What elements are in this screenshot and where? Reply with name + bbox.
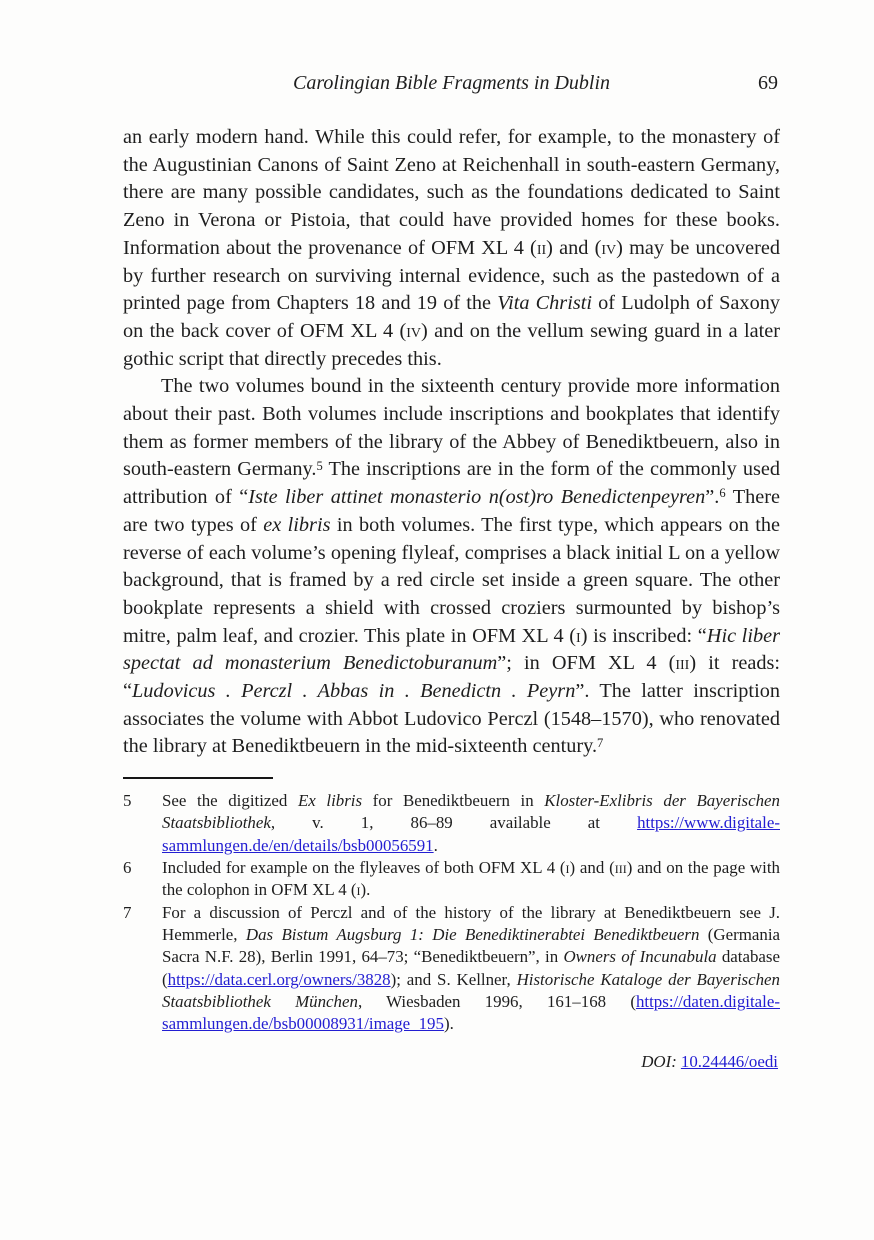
external-link[interactable]: https://daten.digitale-sammlungen.de/bsb00008931/image_195 [162, 991, 780, 1034]
footnote-number: 6 [123, 858, 132, 878]
text-run: iii [675, 652, 690, 675]
text-run: ) and ( [569, 858, 615, 878]
doi-link[interactable]: 10.24446/oedi [680, 1052, 778, 1072]
text-run: There are two types of [123, 486, 781, 536]
text-run: ex libris [263, 513, 331, 536]
text-run: , Wiesbaden 1996, 161–168 ( [357, 991, 636, 1011]
footnote-marker: 6 [719, 486, 726, 501]
text-run: , v. 1, 86–89 available at [270, 813, 638, 833]
footnote-number: 5 [123, 791, 132, 811]
text-run: Hic liber spectat ad monasterium Benedictoburanum [123, 624, 780, 675]
text-run: i [576, 624, 581, 647]
text-run: Iste liber attinet monasterio n(ost)ro Benedictenpeyren [248, 486, 706, 509]
footnote-separator [123, 777, 273, 779]
text-run: of Ludolph of Saxony on the back cover of OFM XL 4 ( [123, 292, 780, 342]
footnote-text [162, 790, 780, 857]
text-run: ). [360, 880, 371, 900]
text-run: ) is inscribed: “ [580, 624, 707, 647]
text-run: ) it reads: “ [123, 652, 780, 703]
external-link[interactable]: https://data.cerl.org/owners/3828 [167, 969, 391, 989]
page-content [123, 72, 780, 1074]
paragraph [123, 124, 780, 373]
text-run: ) may be uncovered by further research on surviving internal evidence, such as the pastedown of a printed page from Chapters 18 and 19 of the [123, 236, 781, 315]
doi-label: DOI: [641, 1052, 677, 1072]
text-run: iv [601, 236, 617, 259]
text-run: iv [406, 319, 421, 342]
external-link[interactable]: https://www.digitale-sammlungen.de/en/details/bsb00056591 [162, 813, 780, 855]
text-run: ”. The latter inscription associates the volume with Abbot Ludovico Perczl (1548–1570), who renovated the library at Benediktbeuern in the mid-sixteenth century. [123, 680, 780, 758]
text-run: The two volumes bound in the sixteenth century provide more information about their past. Both volumes include inscriptions and bookplates that identify them as former members of the library of the Abbey of Benediktbeuern, also in south-eastern Germany. [123, 375, 780, 481]
text-run: Ludovicus . Perczl . Abbas in . Benedictn . Peyrn [132, 680, 576, 703]
text-run: database ( [162, 947, 780, 989]
running-header [123, 72, 780, 100]
body-text [123, 124, 780, 761]
footnote-marker: 5 [316, 458, 323, 473]
text-run: in both volumes. The first type, which appears on the reverse of each volume’s opening flyleaf, comprises a black initial L on a yellow background, that is framed by a red circle set inside a green square. The other bookplate represents a shield with crossed croziers surmounted by bishop’s mitre, palm leaf, and crozier. This plate in OFM XL 4 ( [123, 513, 780, 647]
text-run: The inscriptions are in the form of the commonly used attribution of “ [123, 458, 781, 509]
text-run: Historische Kataloge der Bayerischen Staatsbibliothek München [162, 969, 780, 1011]
paragraph [123, 373, 780, 761]
footnote-text [162, 857, 780, 902]
text-run: Vita Christi [497, 292, 592, 315]
text-run: ) and on the page with the colophon in OFM XL 4 ( [162, 858, 780, 900]
text-run: ); and S. Kellner, [390, 969, 517, 989]
text-run: Ex libris [297, 791, 363, 811]
running-title: Carolingian Bible Fragments in Dublin [292, 72, 611, 94]
text-run: See the digitized [162, 791, 298, 811]
text-run: ). [443, 1014, 454, 1034]
text-run: for Benediktbeuern in [362, 791, 545, 811]
footnote-text [162, 902, 780, 1036]
footnote-item [123, 790, 780, 857]
text-run: . [433, 835, 438, 855]
footnote-item [123, 857, 780, 902]
text-run: Owners of Incunabula [563, 947, 717, 967]
page-number: 69 [758, 72, 778, 94]
text-run: ”; in OFM XL 4 ( [497, 652, 676, 675]
text-run: an early modern hand. While this could refer, for example, to the monastery of the Augustinian Canons of Saint Zeno at Reichenhall in south-eastern Germany, there are many possible candidates, such as the foundations dedicated to Saint Zeno in Verona or Pistoia, that could have provided homes for these books. Information about the provenance of OFM XL 4 ( [123, 126, 780, 259]
text-run: ii [536, 236, 547, 259]
footnote-item [123, 902, 780, 1036]
footnote-marker: 7 [597, 735, 604, 750]
text-run: ) and ( [546, 236, 602, 259]
doi-line [123, 1051, 780, 1073]
text-run: iii [614, 858, 627, 878]
text-run: Kloster-Exlibris der Bayerischen Staatsbibliothek [162, 791, 780, 833]
text-run: i [565, 858, 570, 878]
footnote-number: 7 [123, 902, 132, 922]
text-run: For a discussion of Perczl and of the history of the library at Benediktbeuern see J. Hemmerle, [162, 902, 780, 944]
text-run: ”. [705, 486, 720, 509]
text-run: Das Bistum Augsburg 1: Die Benediktinerabtei Benediktbeuern [245, 924, 700, 944]
text-run: i [356, 880, 361, 900]
text-run: Included for example on the flyleaves of both OFM XL 4 ( [162, 858, 566, 878]
footnotes [123, 790, 780, 1035]
text-run: (Germania Sacra N.F. 28), Berlin 1991, 64–73; “Benediktbeuern”, in [162, 924, 781, 967]
text-run: ) and on the vellum sewing guard in a later gothic script that directly precedes this. [123, 319, 780, 370]
